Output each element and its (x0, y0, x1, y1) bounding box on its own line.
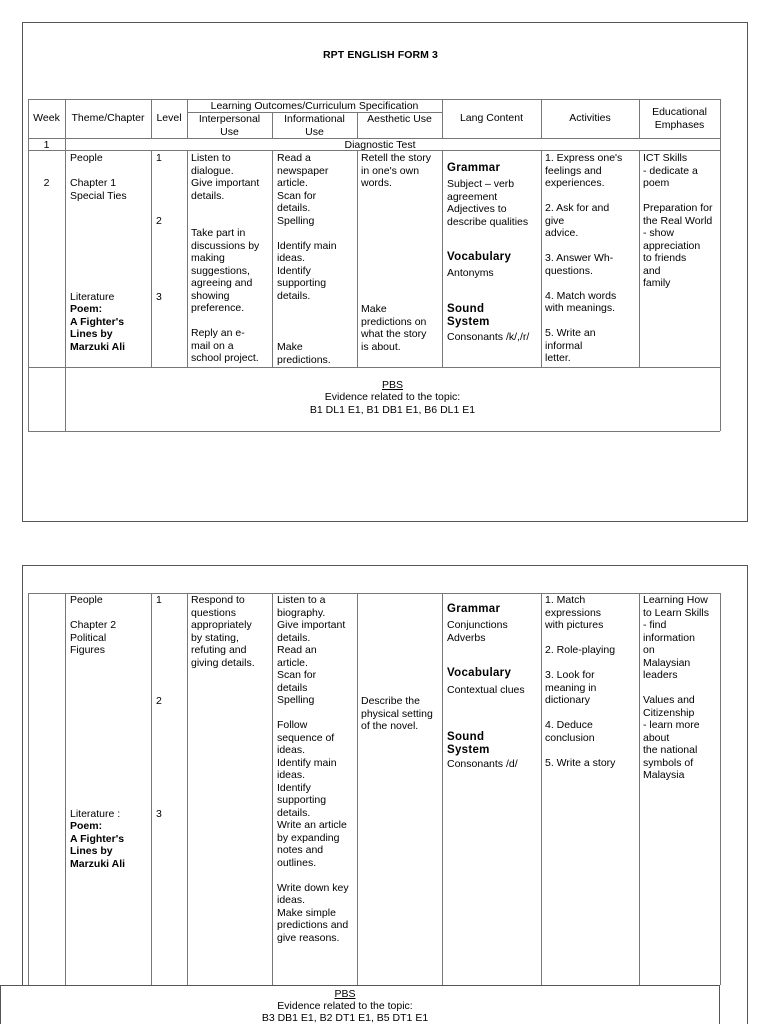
informational-use-bottom: Make predictions. (277, 341, 331, 366)
col-line-5b (357, 150, 358, 367)
header-theme: Theme/Chapter (71, 112, 145, 124)
sound-text: Consonants /k/,/r/ (447, 331, 530, 343)
table-border-bottom (28, 431, 720, 432)
theme-chapter-2: People Chapter 2 Political Figures (70, 594, 117, 656)
col2-line-7 (541, 593, 542, 985)
col-line-6b (442, 150, 443, 367)
theme-literature-2: Literature : (70, 808, 121, 820)
level-2: 2 (156, 215, 162, 227)
vocabulary-heading: Vocabulary (447, 251, 512, 263)
pbs-codes: B1 DL1 E1, B1 DB1 E1, B6 DL1 E1 (309, 404, 476, 416)
page-title: RPT ENGLISH FORM 3 (323, 49, 438, 61)
grammar-text-2: Conjunctions Adverbs (447, 619, 508, 644)
interpersonal-use: Listen to dialogue. Give important details. Take part in discussions by making suggestions, agreeing and showing preference. Reply an e- mail on a school project. (191, 152, 260, 364)
pbs-evidence: Evidence related to the topic: (324, 391, 461, 403)
activities: 1. Express one's feelings and experiences. 2. Ask for and give advice. 3. Answer Wh- questions. 4. Match words with meanings. 5. Write an informal letter. (545, 152, 623, 364)
pbs-evidence-2: Evidence related to the topic: (277, 1000, 413, 1012)
level-3: 3 (156, 291, 162, 303)
informational-use: Read a newspaper article. Scan for details. Spelling Identify main ideas. Identify supporting details. (277, 152, 337, 302)
row-divider (28, 367, 720, 368)
aesthetic-use-2: Describe the physical setting of the novel. (361, 695, 433, 732)
sound-heading: Sound System (447, 303, 490, 328)
level-1: 1 (156, 152, 162, 164)
theme-poem-2: Poem: A Fighter's Lines by Marzuki Ali (70, 820, 126, 870)
vocabulary-text-2: Contextual clues (447, 684, 525, 696)
col2-line-0 (28, 593, 29, 985)
vocabulary-heading-2: Vocabulary (447, 667, 512, 679)
header-activities: Activities (569, 112, 611, 124)
level-3-p2: 3 (156, 808, 162, 820)
col-line-2b (151, 150, 152, 367)
col-line-3b (187, 150, 188, 367)
diagnostic-text: Diagnostic Test (344, 139, 416, 151)
aesthetic-use-top: Retell the story in one's own words. (361, 152, 432, 189)
header-lang-content: Lang Content (459, 112, 524, 124)
sound-text-2: Consonants /d/ (447, 758, 518, 770)
header-educational: Educational Emphases (652, 106, 707, 131)
col2-line-5 (357, 593, 358, 985)
header-interpersonal: Interpersonal Use (198, 113, 261, 138)
level-2-p2: 2 (156, 695, 162, 707)
theme-chapter: People Chapter 1 Special Ties (70, 152, 127, 202)
col2-line-3 (187, 593, 188, 985)
pbs-codes-2: B3 DB1 E1, B2 DT1 E1, B5 DT1 E1 (261, 1012, 429, 1024)
aesthetic-use-bottom: Make predictions on what the story is about. (361, 303, 427, 353)
educational-emphases: ICT Skills - dedicate a poem Preparation for the Real World - show appreciation to friends and family (643, 152, 713, 289)
level-1-p2: 1 (156, 594, 162, 606)
header-aesthetic: Aesthetic Use (367, 113, 432, 125)
pbs-label-2: PBS (334, 988, 356, 1000)
vocabulary-text: Antonyms (447, 267, 494, 279)
pbs-label: PBS (381, 379, 403, 391)
col2-line-6 (442, 593, 443, 985)
header-learning-outcomes: Learning Outcomes/Curriculum Specification (210, 100, 419, 112)
grammar-heading: Grammar (447, 162, 501, 174)
interpersonal-use-2: Respond to questions appropriately by stating, refuting and giving details. (191, 594, 255, 669)
row-week: 2 (43, 177, 50, 189)
sound-heading-2: Sound System (447, 731, 490, 756)
grammar-text: Subject – verb agreement Adjectives to describe qualities (447, 178, 529, 228)
col2-line-1 (65, 593, 66, 985)
header-level: Level (156, 112, 182, 124)
diagnostic-week: 1 (43, 139, 50, 151)
theme-poem: Poem: A Fighter's Lines by Marzuki Ali (70, 303, 126, 353)
theme-literature: Literature (70, 291, 115, 303)
activities-2: 1. Match expressions with pictures 2. Role-playing 3. Look for meaning in dictionary 4. Deduce conclusion 5. Write a story (545, 594, 616, 769)
grammar-heading-2: Grammar (447, 603, 501, 615)
col2-line-2 (151, 593, 152, 985)
header-informational: Informational Use (284, 113, 345, 138)
header-week: Week (33, 112, 60, 124)
informational-use-2: Listen to a biography. Give important details. Read an article. Scan for details Spelling Follow sequence of ideas. Identify main ideas. Identify supporting details. Write an article by expanding notes and outlines. Write down key ideas. Make simple predictions and give reasons. (277, 594, 349, 944)
educational-emphases-2: Learning How to Learn Skills - find information on Malaysian leaders Values and Citizenship - learn more about the national symbols of Malaysia (643, 594, 709, 781)
